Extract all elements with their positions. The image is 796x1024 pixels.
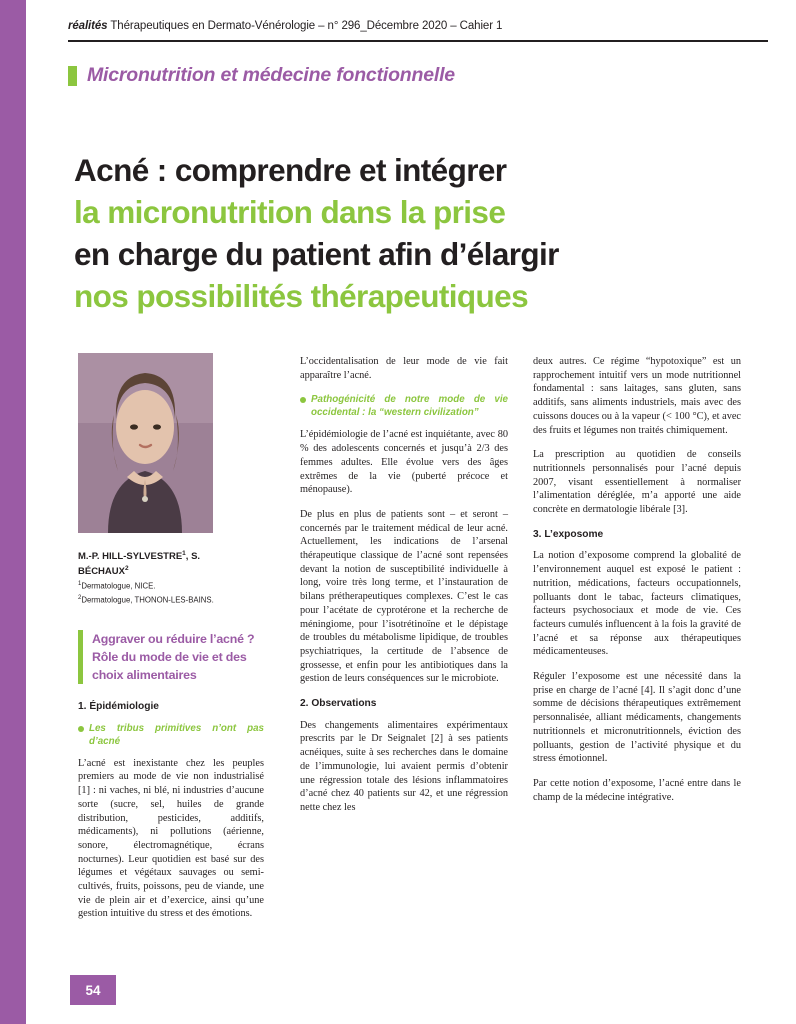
subsection-heading: Les tribus primitives n’ont pas d’acné [78,722,264,748]
vertical-rule-icon [78,630,83,684]
author-names: M.-P. HILL-SYLVESTRE$^1$, S. BÉCHAUX$^2$ [78,550,201,578]
header-divider [68,40,768,42]
subsection-heading: Pathogénicité de notre mode de vie occidental : la “western civilization” [300,393,508,419]
page-title [74,149,764,317]
sidebar-heading [78,630,263,684]
portrait-illustration [78,353,213,533]
title-line-4: nos possibilités thérapeutiques [74,278,528,315]
title-line-2: la micronutrition dans la prise [74,194,506,231]
author-portrait [78,353,213,533]
body-paragraph: La notion d’exposome comprend la globalité de l’environnement auquel est exposé le patient : nutrition, médications, facteurs occupationnels, polluants dont le tabac, facteurs climatiques, facteurs psychosociaux et mode de vie. Ces facteurs cumulés influencent à la fois la gravité de l’acné et sa réponse aux thérapeutiques médicamenteuses. [533,550,741,658]
body-paragraph: L’acné est inexistante chez les peuples premiers au mode de vie non industrialisé [1] : ni vaches, ni blé, ni industries d’aucune sorte (sucre, sel, huiles de grande distribution, pesticides, additifs, médicaments), ni pollutions (aérienne, sonore, électromagnétique, écrans nocturnes). Leur quotidien est basé sur des légumes et végétaux sauvages ou semi-cultivés, fruits, poissons, peu de viande, une vie de plein air et d’exercice, ainsi qu’une gestion intuitive du stress et des émotions. [78,757,264,920]
rubric-label: Micronutrition et médecine fonctionnelle [87,64,455,86]
rubric [68,64,455,87]
body-paragraph: La prescription au quotidien de conseils nutritionnels personnalisés pour l’acné depuis 2007, visant essentiellement à normaliser l’alimentation déréglée, m’a apporté une aide concrète en dermatologie libérale [3]. [533,449,741,516]
section-heading: 3. L’exposome [533,528,604,540]
page-number-badge [70,975,116,1005]
author-block [78,548,248,607]
page-number: 54 [85,982,101,998]
sidebar-heading-label: Aggraver ou réduire l’acné ? Rôle du mode de vie et des choix alimentaires [92,632,255,682]
running-header [68,20,768,32]
body-paragraph: De plus en plus de patients sont – et seront – concernés par le traitement médical de leur acné. Actuellement, les indications de l’arsenal thérapeutique classique de l’acné sont repensées devant la notion de susceptibilité individuelle à long, voire très long terme, et l’instauration de bilans prétherapeutiques complexes. C’est le cas pour l’acétate de cyprotérone et la recherche de méningiome, pour l’isotrétinoïne et le dépistage de troubles du métabolisme lipidique, de troubles psychiatriques, la certitude de l’absence de grossesse, et enfin pour les antibiotiques dans la gestion de leurs conséquences sur le microbiote. [300,508,508,685]
journal-issue-info: Thérapeutiques en Dermato-Vénérologie – n° 296_Décembre 2020 – Cahier 1 [107,20,503,32]
body-paragraph: Réguler l’exposome est une nécessité dans la prise en charge de l’acné [4]. Il s’agit donc d’une somme de décisions thérapeutiques extrêmement personnalisée, alliant médicaments, changements nutritionnels et micronutritionnels, éviction des polluants, gestion de l’activité physique et du stress émotionnel. [533,671,741,765]
title-line-3: en charge du patient afin d’élargir [74,236,559,273]
section-heading: 1. Épidémiologie [78,701,159,712]
body-paragraph: L’occidentalisation de leur mode de vie fait apparaître l’acné. [300,356,508,381]
body-column-3 [533,355,741,815]
body-paragraph: Par cette notion d’exposome, l’acné entre dans le champ de la médecine intégrative. [533,777,741,803]
page-edge-band [0,0,26,1024]
author-affiliation-1: $^1$Dermatologue, NICE. [78,581,156,591]
square-marker-icon [68,66,77,86]
title-line-1: Acné : comprendre et intégrer [74,152,507,189]
body-paragraph: Des changements alimentaires expérimentaux prescrits par le Dr Seignalet [2] à ses patients acnéiques, suite à ses recherches dans le domaine de l’immunologie, lui avaient permis d’obtenir une régression totale des lésions inflammatoires d’acné chez 40 patients sur 42, et une régression nette chez les [300,719,508,813]
body-column-1 [78,700,264,932]
body-paragraph: L’épidémiologie de l’acné est inquiétante, avec 80 % des adolescents concernés et jusqu’à 2/3 des femmes adultes. Elle évolue vers des âges extrêmes de la vie (puberté précoce et ménopause). [300,429,508,496]
body-column-2 [300,355,508,826]
author-affiliation-2: $^2$Dermatologue, THONON-LES-BAINS. [78,595,214,605]
journal-brand: réalités [68,20,108,32]
body-paragraph: deux autres. Ce régime “hypotoxique” est un rapprochement intuitif vers un mode nutritionnel fondamental : sans laitages, sans gluten, sans additifs, sans aliments industriels, mais avec des cuissons douces ou à la vapeur (< 100 °C), et avec des fruits et légumes non traités chimiquement. [533,356,741,436]
section-heading: 2. Observations [300,698,377,710]
